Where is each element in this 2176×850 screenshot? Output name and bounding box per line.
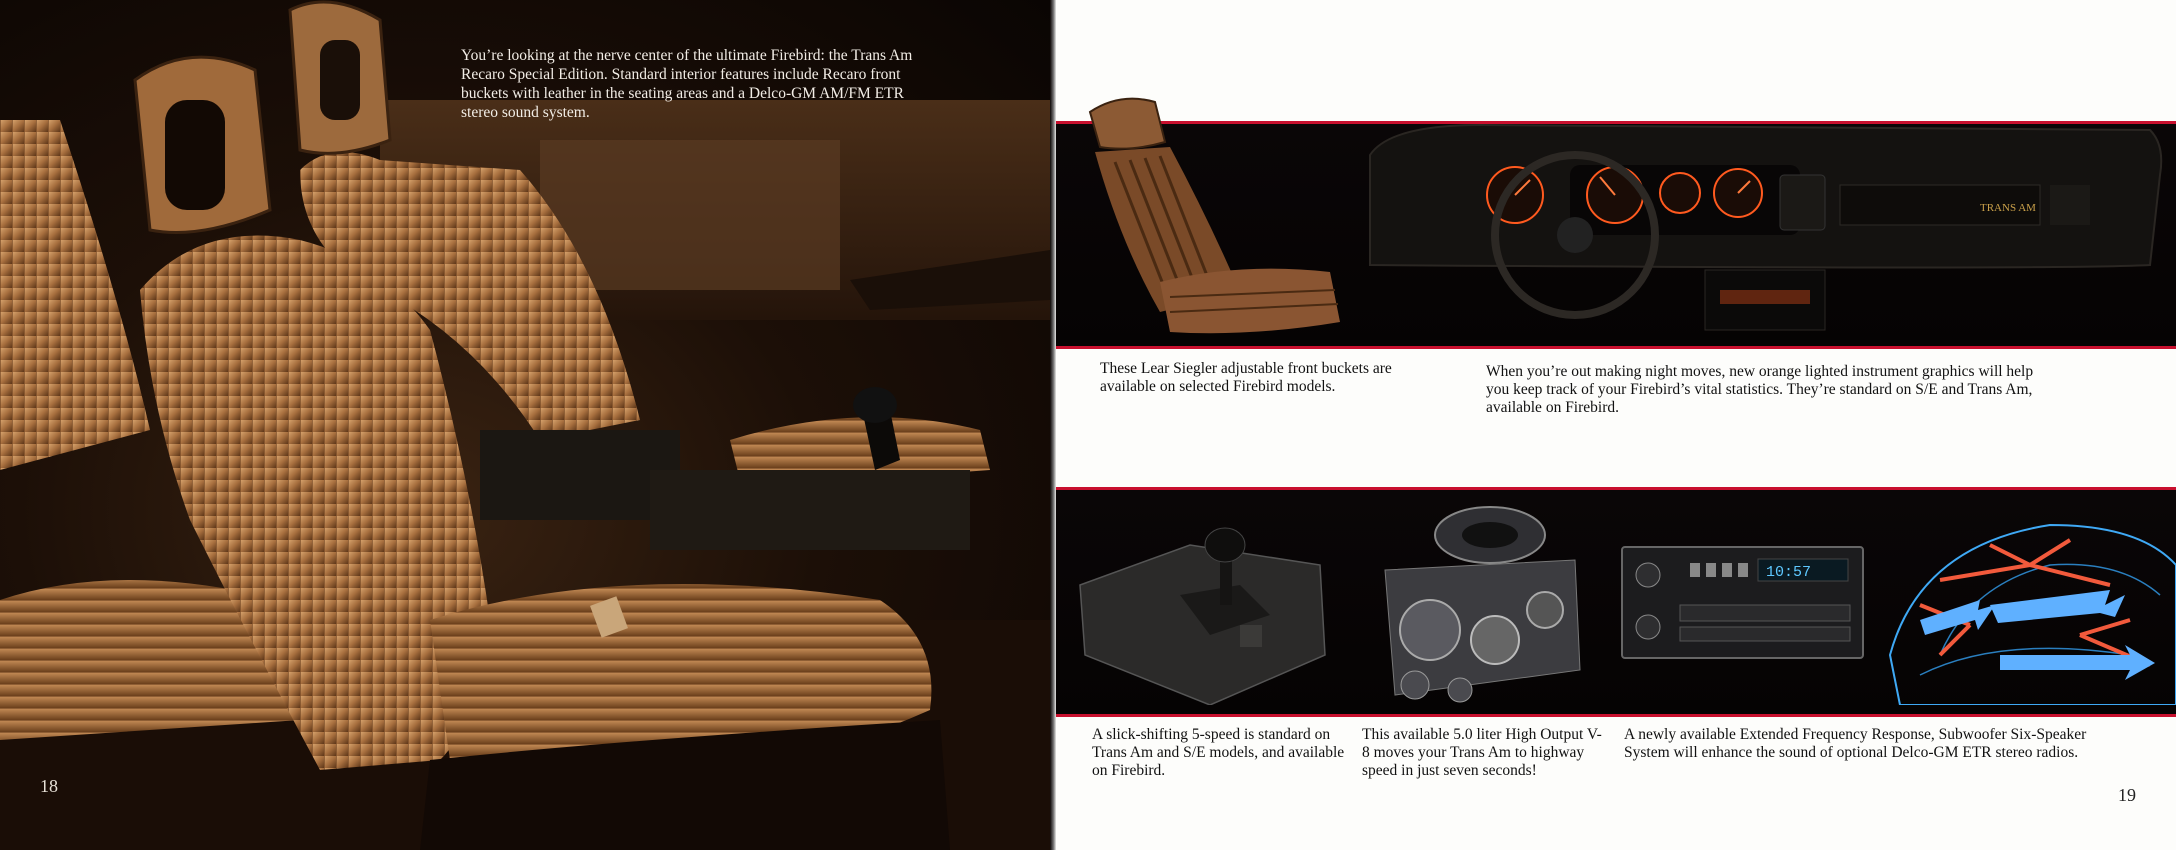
instrument-panel-photo	[1360, 115, 2170, 345]
caption-v8-engine: This available 5.0 liter High Output V-8 moves your Trans Am to highway speed in just seven seconds!	[1362, 726, 1602, 779]
five-speed-shifter-photo	[1070, 505, 1330, 705]
dash-trans-am-badge: TRANS AM	[1980, 202, 2036, 214]
six-speaker-system-diagram	[1880, 505, 2176, 705]
delco-etr-radio-photo	[1620, 545, 1865, 660]
caption-lear-siegler-seats: These Lear Siegler adjustable front buckets are available on selected Firebird models.	[1100, 360, 1392, 395]
left-page-interior-photo	[0, 0, 1050, 850]
radio-display-time: 10:57	[1766, 564, 1812, 581]
lear-siegler-seat-photo	[1070, 92, 1350, 342]
rear-seat	[0, 120, 150, 470]
caption-five-speed: A slick-shifting 5-speed is standard on Trans Am and S/E models, and available on Firebird.	[1092, 726, 1345, 779]
page-number-left: 18	[40, 776, 58, 796]
v8-engine-photo	[1345, 500, 1595, 710]
caption-instrument-graphics: When you’re out making night moves, new orange lighted instrument graphics will help you keep track of your Firebird’s vital statistics. They’re standard on S/E and Trans Am, available on Firebird.	[1486, 363, 2034, 416]
recaro-seats-photo	[0, 0, 1050, 850]
page-number-right: 19	[2118, 785, 2136, 805]
caption-speaker-system: A newly available Extended Frequency Response, Subwoofer Six-Speaker System will enhance the sound of optional Delco-GM ETR stereo radios.	[1624, 726, 2087, 761]
intro-paragraph: You’re looking at the nerve center of the ultimate Firebird: the Trans Am Recaro Special Edition. Standard interior features include Recaro front buckets with leather in the seating areas and a Delco-GM AM/FM ETR stereo sound system.	[461, 47, 913, 121]
